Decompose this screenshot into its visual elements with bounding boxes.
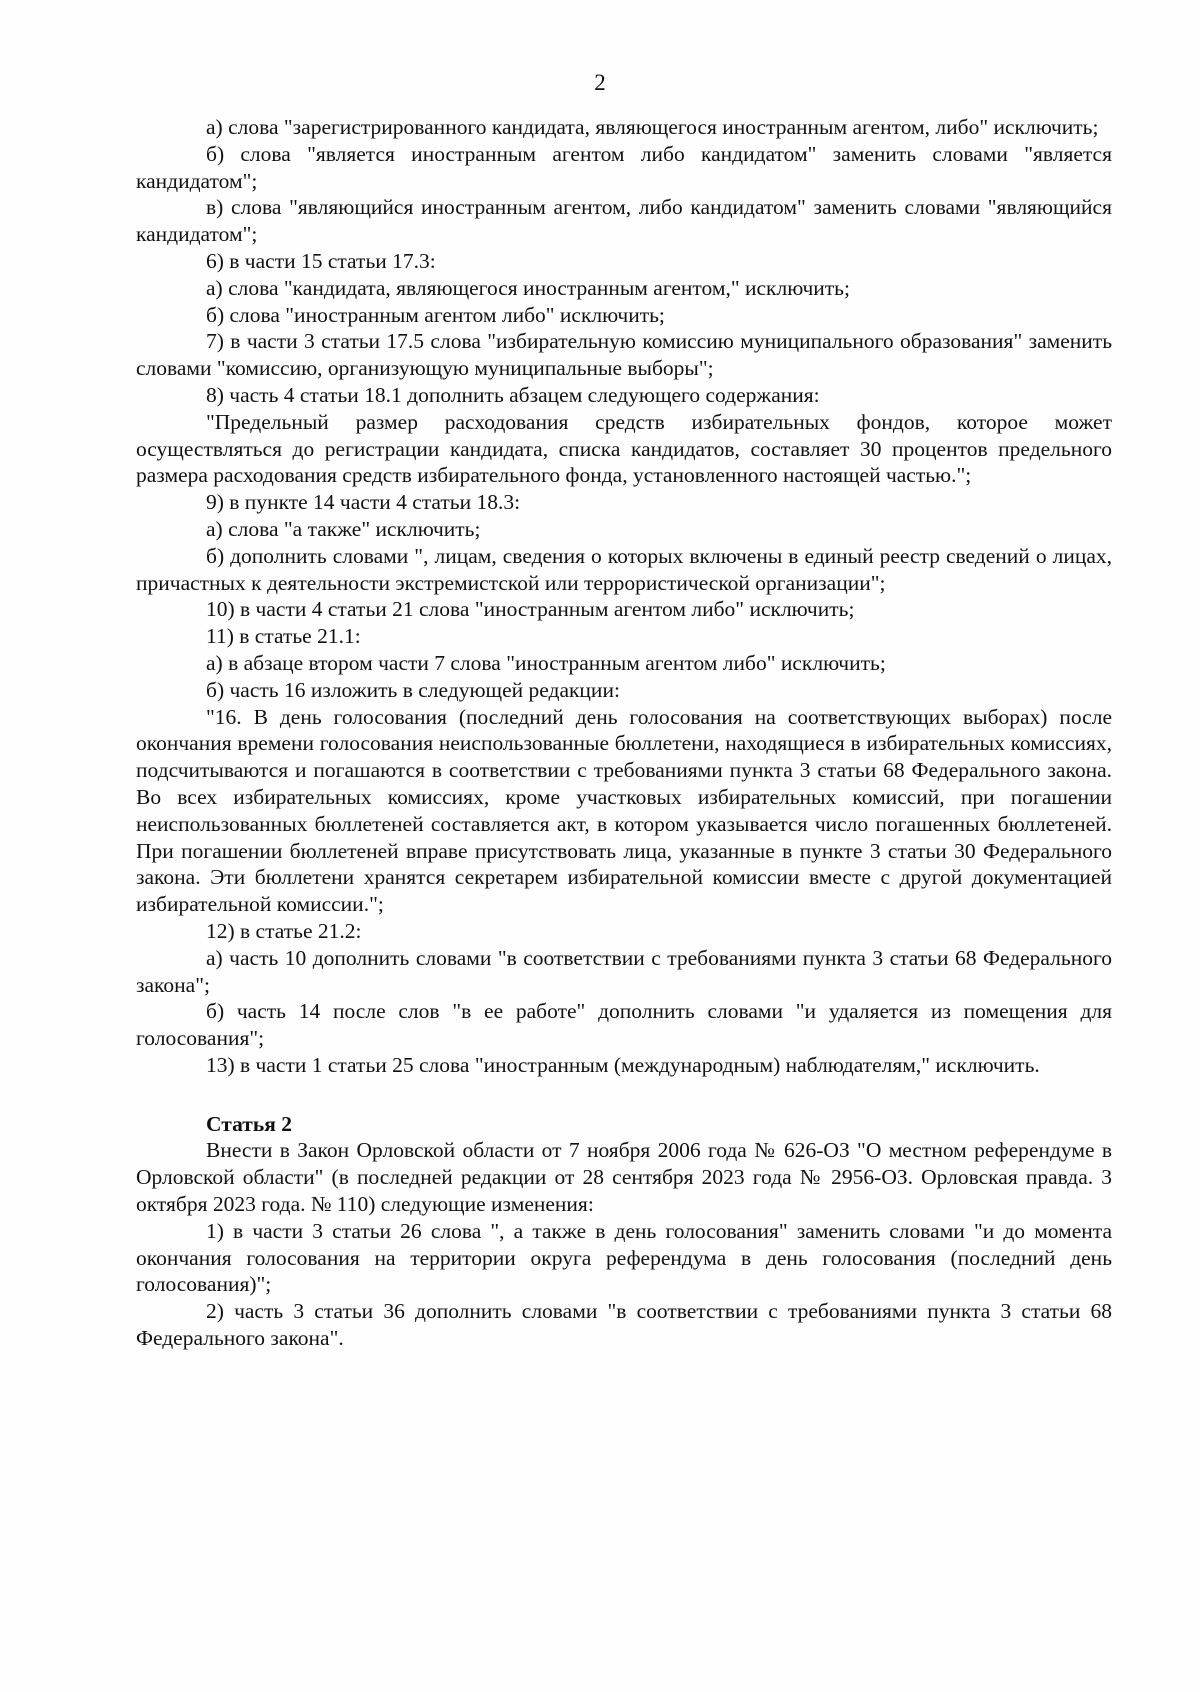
page-number: 2 — [594, 70, 606, 95]
paragraph: б) часть 16 изложить в следующей редакции: — [206, 677, 620, 702]
paragraph: б) слова "иностранным агентом либо" исключить; — [206, 302, 665, 327]
paragraph: 10) в части 4 статьи 21 слова "иностранным агентом либо" исключить; — [206, 597, 855, 622]
paragraph: а) часть 10 дополнить словами "в соответствии с требованиями пункта 3 статьи 68 Федерального закона"; — [136, 945, 1112, 997]
paragraph: а) слова "кандидата, являющегося иностранным агентом," исключить; — [206, 275, 850, 300]
paragraph: 8) часть 4 статьи 18.1 дополнить абзацем следующего содержания: — [206, 382, 820, 407]
article-heading: Статья 2 — [206, 1111, 292, 1136]
paragraph: "Предельный размер расходования средств избирательных фондов, которое может осуществляться до регистрации кандидата, списка кандидатов, составляет 30 процентов предельного размера расходования средств избирательного фонда, установленного настоящей частью."; — [136, 409, 1112, 488]
paragraph: 12) в статье 21.2: — [206, 918, 362, 943]
paragraph: 1) в части 3 статьи 26 слова ", а также в день голосования" заменить словами "и до момента окончания голосования на территории округа референдума в день голосования (последний день голосования)"; — [136, 1218, 1112, 1297]
paragraph: а) слова "зарегистрированного кандидата, являющегося иностранным агентом, либо" исключить; — [206, 115, 1099, 139]
paragraph: б) часть 14 после слов "в ее работе" дополнить словами "и удаляется из помещения для голосования"; — [136, 999, 1112, 1051]
paragraph: Внести в Закон Орловской области от 7 ноября 2006 года № 626-ОЗ "О местном референдуме в Орловской области" (в последней редакции от 28 сентября 2023 года № 2956-ОЗ. Орловская правда. 3 октября 2023 года. № 110) следующие изменения: — [136, 1138, 1112, 1217]
paragraph: 11) в статье 21.1: — [206, 624, 361, 649]
document-body — [136, 114, 1112, 1352]
paragraph: а) слова "а также" исключить; — [206, 516, 481, 541]
paragraph: 7) в части 3 статьи 17.5 слова "избирательную комиссию муниципального образования" заменить словами "комиссию, организующую муниципальные выборы"; — [136, 329, 1112, 381]
paragraph: 13) в части 1 статьи 25 слова "иностранным (международным) наблюдателям," исключить. — [206, 1052, 1040, 1077]
paragraph: б) дополнить словами ", лицам, сведения о которых включены в единый реестр сведений о лицах, причастных к деятельности экстремистской или террористической организации"; — [136, 543, 1112, 595]
paragraph: "16. В день голосования (последний день голосования на соответствующих выборах) после окончания времени голосования неиспользованные бюллетени, находящиеся в избирательных комиссиях, подсчитываются и погашаются в соответствии с требованиями пункта 3 статьи 68 Федерального закона. Во всех избирательных комиссиях, кроме участковых избирательных комиссий, при погашении неиспользованных бюллетеней составляется акт, в котором указывается число погашенных бюллетеней. При погашении бюллетеней вправе присутствовать лица, указанные в пункте 3 статьи 30 Федерального закона. Эти бюллетени хранятся секретарем избирательной комиссии вместе с другой документацией избирательной комиссии."; — [136, 704, 1112, 917]
paragraph: в) слова "являющийся иностранным агентом, либо кандидатом" заменить словами "являющийся кандидатом"; — [136, 195, 1112, 247]
paragraph: 2) часть 3 статьи 36 дополнить словами "в соответствии с требованиями пункта 3 статьи 68 Федерального закона". — [136, 1299, 1112, 1351]
paragraph: 6) в части 15 статьи 17.3: — [206, 248, 436, 273]
paragraph: 9) в пункте 14 части 4 статьи 18.3: — [206, 490, 521, 515]
paragraph: а) в абзаце втором части 7 слова "иностранным агентом либо" исключить; — [206, 650, 886, 675]
paragraph: б) слова "является иностранным агентом либо кандидатом" заменить словами "является кандидатом"; — [136, 141, 1112, 193]
